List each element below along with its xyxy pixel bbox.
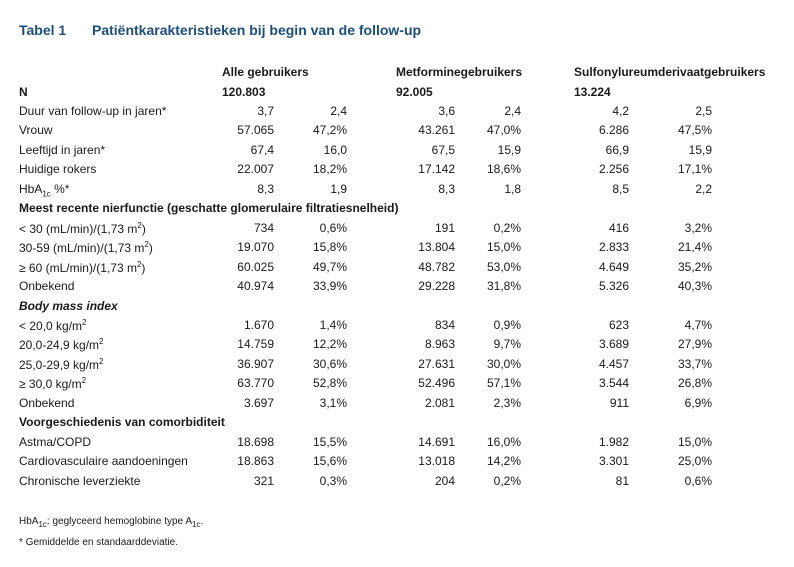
table-cell: 66,9 xyxy=(605,143,629,157)
table-cell: 6,9% xyxy=(684,396,712,410)
table-cell: 623 xyxy=(608,318,629,332)
table-cell: 2,5 xyxy=(695,104,712,118)
table-cell: 5.326 xyxy=(598,279,629,293)
table-cell: 2.833 xyxy=(598,240,629,254)
table-row xyxy=(0,277,794,296)
table-cell: 1,8 xyxy=(504,182,521,196)
n-row xyxy=(0,83,794,102)
table-cell: 13.804 xyxy=(418,240,455,254)
table-row xyxy=(0,316,794,335)
table-cell: 1.982 xyxy=(598,435,629,449)
table-cell: 3,6 xyxy=(438,104,455,118)
table-row xyxy=(0,258,794,277)
row-label: Huidige rokers xyxy=(19,162,97,176)
table-cell: 204 xyxy=(434,474,455,488)
table-cell: 0,6% xyxy=(684,474,712,488)
table-cell: 18,2% xyxy=(312,162,347,176)
table-title-text: Patiëntkarakteristieken bij begin van de follow-up xyxy=(92,22,422,38)
table-cell: 15,6% xyxy=(312,454,347,468)
table-cell: 16,0 xyxy=(323,143,347,157)
section-title: Meest recente nierfunctie (geschatte glomerulaire filtratiesnelheid) xyxy=(19,201,399,215)
table-cell: 191 xyxy=(434,221,455,235)
table-cell: 47,0% xyxy=(486,123,521,137)
table-cell: 52,8% xyxy=(312,376,347,390)
group-header-all: Alle gebruikers xyxy=(222,65,309,79)
table-cell: 15,0% xyxy=(486,240,521,254)
table-cell: 3.544 xyxy=(598,376,629,390)
table-row xyxy=(0,472,794,491)
table-cell: 33,9% xyxy=(312,279,347,293)
table-cell: 43.261 xyxy=(418,123,455,137)
row-label: Onbekend xyxy=(19,396,75,410)
table-cell: 2.081 xyxy=(424,396,455,410)
row-label: Duur van follow-up in jaren* xyxy=(19,104,167,118)
row-label: Chronische leverziekte xyxy=(19,474,141,488)
table-cell: 911 xyxy=(609,396,629,410)
table-cell: 52.496 xyxy=(418,376,455,390)
table-cell: 40,3% xyxy=(677,279,712,293)
table-cell: 18.698 xyxy=(237,435,274,449)
table-cell: 49,7% xyxy=(312,260,347,274)
row-label: ≥ 30,0 $kg/m^2$ xyxy=(19,376,87,391)
table-row xyxy=(0,452,794,471)
table-cell: 18,6% xyxy=(486,162,521,176)
row-label: Vrouw xyxy=(19,123,53,137)
table-cell: 15,9 xyxy=(688,143,712,157)
table-cell: 67,5 xyxy=(431,143,455,157)
table-cell: 48.782 xyxy=(418,260,455,274)
table-cell: 0,2% xyxy=(493,474,521,488)
table-cell: 30,0% xyxy=(486,357,521,371)
footnote-star: * Gemiddelde en standaarddeviatie. xyxy=(19,537,178,548)
table-row xyxy=(0,335,794,354)
section-title: Body mass index xyxy=(19,299,118,313)
section-header xyxy=(0,297,794,316)
table-cell: 53,0% xyxy=(486,260,521,274)
table-cell: 47,2% xyxy=(312,123,347,137)
table-cell: 67,4 xyxy=(250,143,274,157)
n-metformin: 92.005 xyxy=(396,85,433,99)
table-cell: 0,2% xyxy=(493,221,521,235)
table-cell: 15,0% xyxy=(677,435,712,449)
table-cell: 17.142 xyxy=(418,162,455,176)
n-all: 120.803 xyxy=(222,85,266,99)
n-label: N xyxy=(19,85,28,99)
table-cell: 4,2 xyxy=(612,104,629,118)
table-row xyxy=(0,141,794,160)
table-row xyxy=(0,374,794,393)
table-cell: 15,9 xyxy=(497,143,521,157)
table-row xyxy=(0,238,794,257)
n-sulfonylurea: 13.224 xyxy=(574,85,611,99)
table-cell: 27,9% xyxy=(677,337,712,351)
table-cell: 4.649 xyxy=(598,260,629,274)
table-cell: 0,6% xyxy=(319,221,347,235)
table-cell: 14.759 xyxy=(237,337,274,351)
table-cell: 3,7 xyxy=(257,104,274,118)
table-number: Tabel 1 xyxy=(19,22,67,38)
table-cell: 6.286 xyxy=(598,123,629,137)
table-cell: 18.863 xyxy=(237,454,274,468)
table-row xyxy=(0,219,794,238)
table-cell: 3,1% xyxy=(319,396,347,410)
table-cell: 33,7% xyxy=(677,357,712,371)
table-cell: 57.065 xyxy=(237,123,274,137)
table-cell: 35,2% xyxy=(677,260,712,274)
table-cell: 15,5% xyxy=(312,435,347,449)
table-cell: 40.974 xyxy=(237,279,274,293)
table-cell: 8.963 xyxy=(424,337,455,351)
table-cell: 0,3% xyxy=(319,474,347,488)
table-cell: 2.256 xyxy=(598,162,629,176)
row-label: < 30 (mL/min)/(1,73 $m^2$) xyxy=(19,221,146,236)
table-cell: 1.670 xyxy=(243,318,274,332)
section-header xyxy=(0,199,794,218)
table-cell: 2,4 xyxy=(504,104,521,118)
table-row xyxy=(0,121,794,140)
table-cell: 416 xyxy=(608,221,629,235)
table-cell: 27.631 xyxy=(418,357,455,371)
table-cell: 834 xyxy=(434,318,455,332)
table-row xyxy=(0,160,794,179)
table-cell: 9,7% xyxy=(493,337,521,351)
table-cell: 25,0% xyxy=(677,454,712,468)
table-cell: 31,8% xyxy=(486,279,521,293)
row-label: Cardiovasculaire aandoeningen xyxy=(19,454,188,468)
table-title xyxy=(19,22,421,38)
row-label: < 20,0 $kg/m^2$ xyxy=(19,318,87,333)
table-cell: 321 xyxy=(253,474,274,488)
table-row xyxy=(0,355,794,374)
table-cell: 63.770 xyxy=(237,376,274,390)
table-cell: 0,9% xyxy=(493,318,521,332)
table-cell: 60.025 xyxy=(237,260,274,274)
section-header xyxy=(0,413,794,432)
table-cell: 30,6% xyxy=(312,357,347,371)
row-label: Astma/COPD xyxy=(19,435,92,449)
table-cell: 8,5 xyxy=(612,182,629,196)
table-cell: 13.018 xyxy=(418,454,455,468)
table-cell: 17,1% xyxy=(677,162,712,176)
table-cell: 16,0% xyxy=(486,435,521,449)
table-row xyxy=(0,433,794,452)
row-label: 20,0-24,9 $kg/m^2$ xyxy=(19,337,104,352)
table-cell: 734 xyxy=(253,221,274,235)
row-label: Leeftijd in jaren* xyxy=(19,143,106,157)
table-cell: 21,4% xyxy=(677,240,712,254)
table-cell: 2,3% xyxy=(493,396,521,410)
row-label: ≥ 60 (mL/min)/(1,73 $m^2$) xyxy=(19,260,146,275)
table-cell: 1,4% xyxy=(319,318,347,332)
table-cell: 14.691 xyxy=(418,435,455,449)
table-cell: 8,3 xyxy=(438,182,455,196)
table-cell: 26,8% xyxy=(677,376,712,390)
table-cell: 3,2% xyxy=(684,221,712,235)
table-cell: 14,2% xyxy=(486,454,521,468)
table-cell: 19.070 xyxy=(237,240,274,254)
group-header-sulfonylurea: Sulfonylureumderivaatgebruikers xyxy=(574,65,766,79)
table-cell: 2,4 xyxy=(330,104,347,118)
table-cell: 47,5% xyxy=(677,123,712,137)
table-cell: 4,7% xyxy=(684,318,712,332)
table-cell: 29.228 xyxy=(418,279,455,293)
footnote-hba1c: HbA$_{1c}$: geglyceerd hemoglobine type $A_{1c}$. xyxy=(19,516,204,529)
table-cell: 15,8% xyxy=(312,240,347,254)
table-cell: 3.689 xyxy=(598,337,629,351)
group-header-metformin: Metforminegebruikers xyxy=(396,65,523,79)
table-cell: 2,2 xyxy=(695,182,712,196)
table-row xyxy=(0,394,794,413)
row-label: 25,0-29,9 $kg/m^2$ xyxy=(19,357,104,372)
table-cell: 57,1% xyxy=(486,376,521,390)
table-cell: 3.301 xyxy=(598,454,629,468)
section-title: Voorgeschiedenis van comorbiditeit xyxy=(19,415,225,429)
table-cell: 81 xyxy=(615,474,629,488)
table-cell: 8,3 xyxy=(257,182,274,196)
row-label: Onbekend xyxy=(19,279,75,293)
table-cell: 1,9 xyxy=(330,182,347,196)
table-row xyxy=(0,180,794,199)
table-cell: 12,2% xyxy=(312,337,347,351)
row-label: 30-59 (mL/min)/(1,73 $m^2$) xyxy=(19,240,153,255)
table-cell: 4.457 xyxy=(598,357,629,371)
table-cell: 22.007 xyxy=(237,162,274,176)
table-row xyxy=(0,102,794,121)
table-cell: 36.907 xyxy=(237,357,274,371)
table-cell: 3.697 xyxy=(243,396,274,410)
row-label: HbA$_{1c}$ %* xyxy=(19,182,70,199)
